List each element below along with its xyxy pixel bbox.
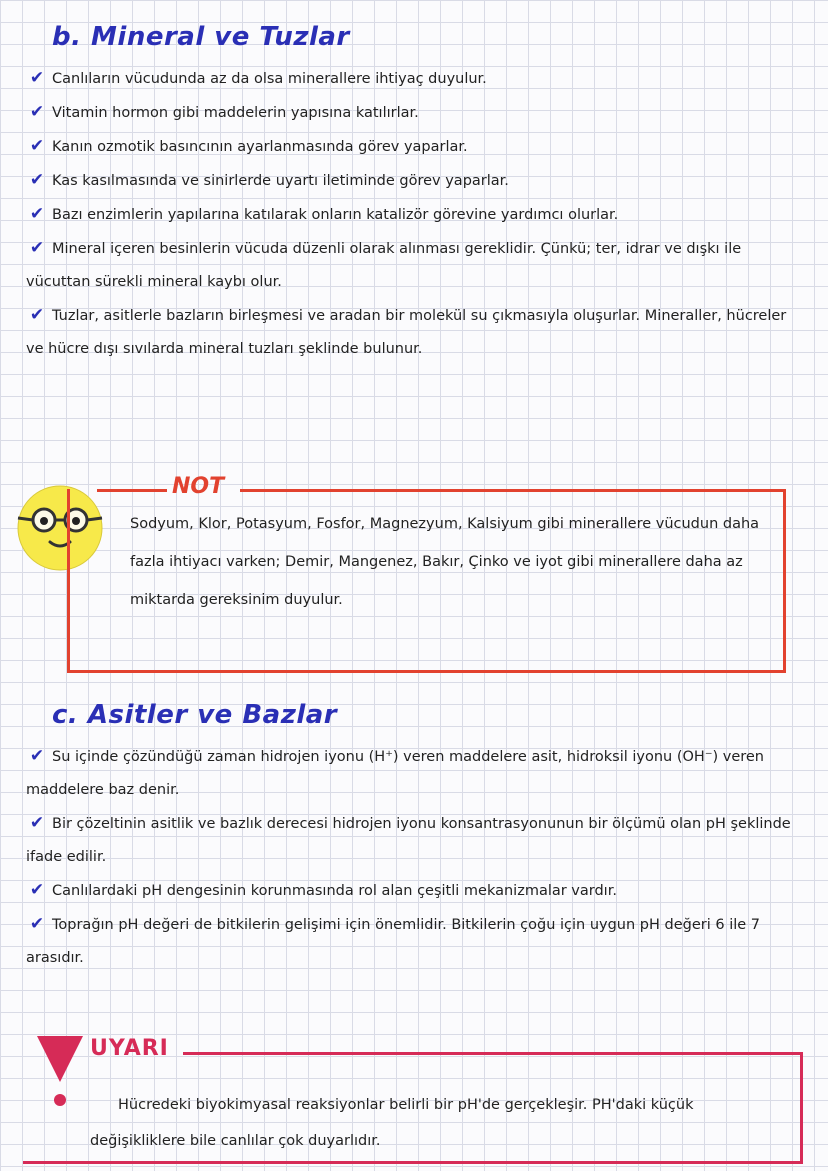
warning-border-bottom <box>23 1161 803 1164</box>
list-item: ✔ Canlıların vücudunda az da olsa minerallere ihtiyaç duyulur. <box>26 62 806 96</box>
check-icon: ✔ <box>29 914 45 934</box>
list-item: ✔ Bazı enzimlerin yapılarına katılarak onların katalizör görevine yardımcı olurlar. <box>26 198 806 232</box>
warning-title: UYARI <box>90 1036 169 1061</box>
list-item: ✔ Vitamin hormon gibi maddelerin yapısına katılırlar. <box>26 96 806 130</box>
check-icon: ✔ <box>29 238 45 258</box>
list-item: ✔ Kanın ozmotik basıncının ayarlanmasında görev yaparlar. <box>26 130 806 164</box>
note-title: NOT <box>172 474 225 499</box>
check-icon: ✔ <box>29 136 45 156</box>
check-icon: ✔ <box>29 880 45 900</box>
list-item: ✔ Su içinde çözündüğü zaman hidrojen iyonu (H⁺) veren maddelere asit, hidroksil iyonu (OH⁻) veren maddelere baz denir. <box>26 740 806 807</box>
list-item: ✔ Kas kasılmasında ve sinirlerde uyartı iletiminde görev yaparlar. <box>26 164 806 198</box>
check-icon: ✔ <box>29 204 45 224</box>
check-icon: ✔ <box>29 170 45 190</box>
list-item: ✔ Toprağın pH değeri de bitkilerin gelişimi için önemlidir. Bitkilerin çoğu için uygun pH değeri 6 ile 7 arasıdır. <box>26 908 806 975</box>
list-item: ✔ Tuzlar, asitlerle bazların birleşmesi ve aradan bir molekül su çıkmasıyla oluşurlar. Mineraller, hücreler ve hücre dışı sıvılarda mineral tuzları şeklinde bulunur. <box>26 299 806 366</box>
check-icon: ✔ <box>29 68 45 88</box>
check-icon: ✔ <box>29 102 45 122</box>
list-item: ✔ Mineral içeren besinlerin vücuda düzenli olarak alınması gereklidir. Çünkü; ter, idrar ve dışkı ile vücuttan sürekli mineral kaybı olur. <box>26 232 806 299</box>
minerals-list <box>26 62 806 366</box>
warning-text: Hücredeki biyokimyasal reaksiyonlar belirli bir pH'de gerçekleşir. PH'daki küçük değişikliklere bile canlılar çok duyarlıdır. <box>90 1097 694 1149</box>
check-icon: ✔ <box>29 813 45 833</box>
minerals-heading: b. Mineral ve Tuzlar <box>52 22 350 52</box>
check-icon: ✔ <box>29 746 45 766</box>
list-item: ✔ Canlılardaki pH dengesinin korunmasında rol alan çeşitli mekanizmalar vardır. <box>26 874 806 908</box>
acids-heading: c. Asitler ve Bazlar <box>52 700 338 730</box>
list-item: ✔ Bir çözeltinin asitlik ve bazlık derecesi hidrojen iyonu konsantrasyonunun bir ölçümü olan pH şeklinde ifade edilir. <box>26 807 806 874</box>
note-text: Sodyum, Klor, Potasyum, Fosfor, Magnezyum, Kalsiyum gibi minerallere vücudun daha fazla ihtiyacı varken; Demir, Mangenez, Bakır, Çinko ve iyot gibi minerallere daha az miktarda gereksinim duyulur. <box>130 516 760 608</box>
acids-list <box>26 740 806 975</box>
check-icon: ✔ <box>29 305 45 325</box>
